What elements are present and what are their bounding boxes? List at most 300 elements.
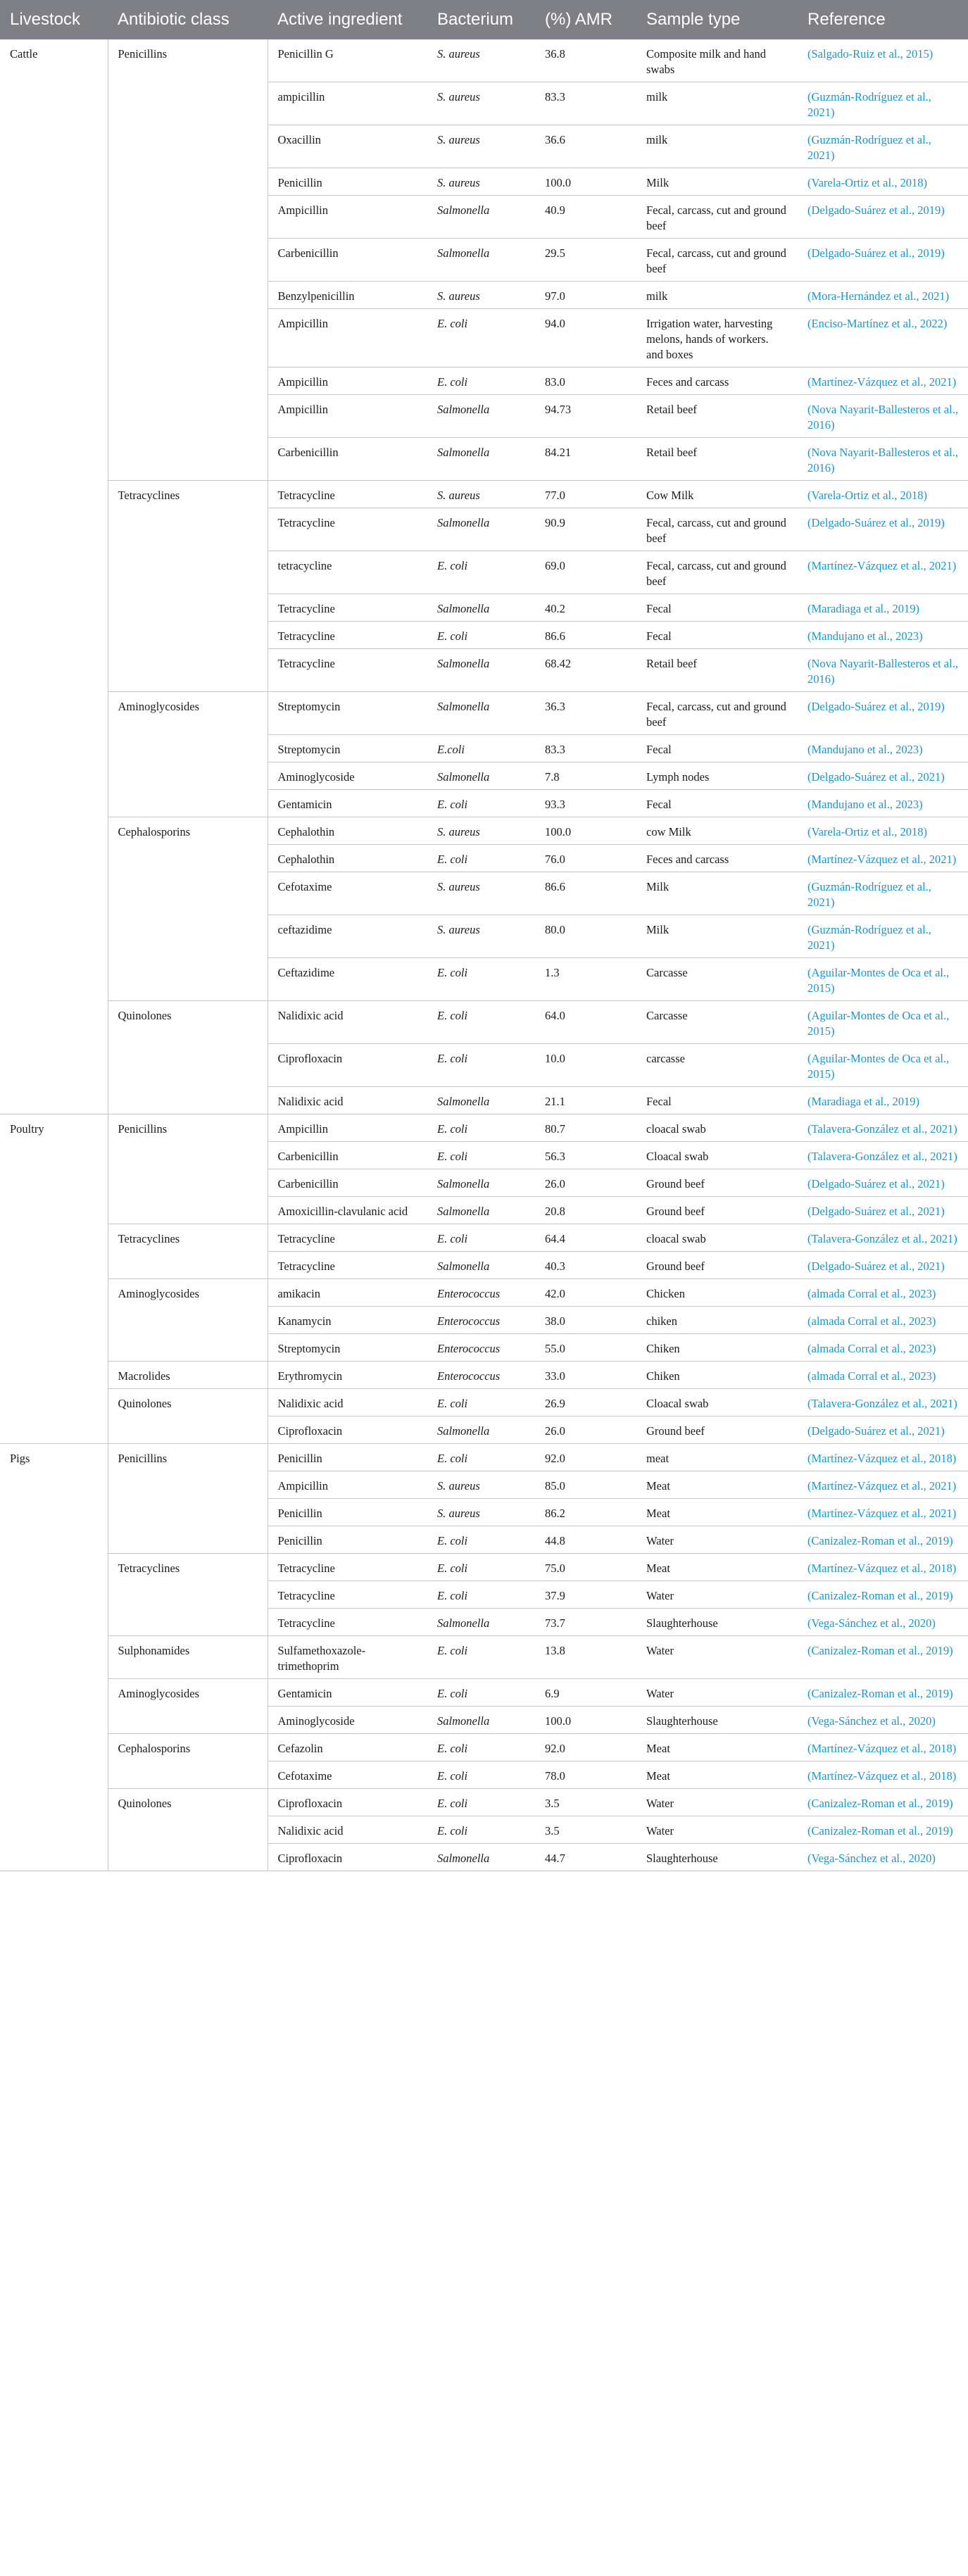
- sample-type-cell: Meat: [636, 1471, 798, 1499]
- active-ingredient-cell: amikacin: [268, 1279, 427, 1307]
- reference-link[interactable]: (Talavera-González et al., 2021): [807, 1150, 957, 1163]
- bacterium-cell: S. aureus: [427, 915, 535, 958]
- bacterium-cell: S. aureus: [427, 1499, 535, 1526]
- active-ingredient-cell: Carbenicillin: [268, 438, 427, 481]
- antibiotic-class-cell: Sulphonamides: [108, 1636, 268, 1679]
- reference-cell: [798, 1609, 968, 1636]
- table-row: [0, 1789, 968, 1816]
- reference-link[interactable]: (Aguilar-Montes de Oca et al., 2015): [807, 1009, 950, 1038]
- bacterium-cell: E. coli: [427, 1581, 535, 1609]
- active-ingredient-cell: Ampicillin: [268, 309, 427, 367]
- amr-percent-cell: 73.7: [535, 1609, 636, 1636]
- reference-cell: [798, 39, 968, 82]
- active-ingredient-cell: Tetracycline: [268, 1224, 427, 1252]
- reference-link[interactable]: (Martínez-Vázquez et al., 2018): [807, 1562, 957, 1575]
- reference-link[interactable]: (Guzmán-Rodríguez et al., 2021): [807, 90, 931, 119]
- reference-cell: [798, 1707, 968, 1734]
- table-row: [0, 1554, 968, 1581]
- antibiotic-class-cell: Quinolones: [108, 1789, 268, 1871]
- reference-cell: [798, 845, 968, 872]
- bacterium-cell: E. coli: [427, 1679, 535, 1707]
- bacterium-cell: E. coli: [427, 309, 535, 367]
- amr-percent-cell: 26.9: [535, 1389, 636, 1416]
- reference-link[interactable]: (Delgado-Suárez et al., 2019): [807, 246, 945, 260]
- sample-type-cell: Ground beef: [636, 1252, 798, 1279]
- reference-cell: [798, 1334, 968, 1362]
- reference-link[interactable]: (Talavera-González et al., 2021): [807, 1232, 957, 1245]
- active-ingredient-cell: ceftazidime: [268, 915, 427, 958]
- reference-cell: [798, 1362, 968, 1389]
- sample-type-cell: Water: [636, 1636, 798, 1679]
- amr-percent-cell: 85.0: [535, 1471, 636, 1499]
- bacterium-cell: Enterococcus: [427, 1362, 535, 1389]
- active-ingredient-cell: Tetracycline: [268, 1581, 427, 1609]
- amr-percent-cell: 55.0: [535, 1334, 636, 1362]
- antibiotic-class-cell: Quinolones: [108, 1001, 268, 1114]
- amr-percent-cell: 92.0: [535, 1734, 636, 1761]
- reference-link[interactable]: (Nova Nayarit-Ballesteros et al., 2016): [807, 657, 958, 686]
- reference-link[interactable]: (Nova Nayarit-Ballesteros et al., 2016): [807, 446, 958, 475]
- active-ingredient-cell: Nalidixic acid: [268, 1389, 427, 1416]
- reference-cell: [798, 1526, 968, 1554]
- amr-percent-cell: 3.5: [535, 1816, 636, 1844]
- header-row: [0, 0, 968, 39]
- sample-type-cell: Retail beef: [636, 395, 798, 438]
- header-amr-percent: (%) AMR: [535, 0, 636, 39]
- reference-link[interactable]: (Aguilar-Montes de Oca et al., 2015): [807, 1052, 950, 1081]
- reference-cell: [798, 1679, 968, 1707]
- amr-percent-cell: 42.0: [535, 1279, 636, 1307]
- bacterium-cell: S. aureus: [427, 1471, 535, 1499]
- bacterium-cell: E. coli: [427, 1734, 535, 1761]
- reference-cell: [798, 692, 968, 735]
- amr-percent-cell: 37.9: [535, 1581, 636, 1609]
- reference-link[interactable]: (Talavera-González et al., 2021): [807, 1122, 957, 1136]
- bacterium-cell: E. coli: [427, 1816, 535, 1844]
- active-ingredient-cell: Cefotaxime: [268, 1761, 427, 1789]
- amr-percent-cell: 97.0: [535, 282, 636, 309]
- amr-percent-cell: 77.0: [535, 481, 636, 508]
- reference-link[interactable]: (Canizalez-Roman et al., 2019): [807, 1644, 953, 1657]
- reference-cell: [798, 1389, 968, 1416]
- amr-percent-cell: 100.0: [535, 1707, 636, 1734]
- table-row: [0, 1279, 968, 1307]
- sample-type-cell: Ground beef: [636, 1169, 798, 1197]
- amr-percent-cell: 83.0: [535, 367, 636, 395]
- sample-type-cell: Fecal: [636, 594, 798, 622]
- table-row: [0, 1679, 968, 1707]
- amr-percent-cell: 44.7: [535, 1844, 636, 1871]
- reference-link[interactable]: (almada Corral et al., 2023): [807, 1314, 936, 1328]
- table-row: [0, 1636, 968, 1679]
- sample-type-cell: Cloacal swab: [636, 1389, 798, 1416]
- reference-link[interactable]: (Martínez-Vázquez et al., 2021): [807, 1479, 957, 1493]
- reference-cell: [798, 309, 968, 367]
- reference-cell: [798, 594, 968, 622]
- reference-cell: [798, 915, 968, 958]
- table-row: [0, 817, 968, 845]
- livestock-cell: Cattle: [0, 39, 108, 1114]
- reference-link[interactable]: (Vega-Sánchez et al., 2020): [807, 1852, 936, 1865]
- sample-type-cell: milk: [636, 282, 798, 309]
- amr-percent-cell: 13.8: [535, 1636, 636, 1679]
- bacterium-cell: S. aureus: [427, 872, 535, 915]
- active-ingredient-cell: Tetracycline: [268, 1554, 427, 1581]
- sample-type-cell: Meat: [636, 1499, 798, 1526]
- antibiotic-class-cell: Macrolides: [108, 1362, 268, 1389]
- sample-type-cell: Fecal: [636, 790, 798, 817]
- sample-type-cell: Cow Milk: [636, 481, 798, 508]
- reference-cell: [798, 1761, 968, 1789]
- reference-link[interactable]: (Guzmán-Rodríguez et al., 2021): [807, 133, 931, 162]
- sample-type-cell: Fecal, carcass, cut and ground beef: [636, 551, 798, 594]
- sample-type-cell: Ground beef: [636, 1416, 798, 1444]
- active-ingredient-cell: Tetracycline: [268, 649, 427, 692]
- bacterium-cell: E. coli: [427, 845, 535, 872]
- active-ingredient-cell: Ampicillin: [268, 367, 427, 395]
- bacterium-cell: S. aureus: [427, 817, 535, 845]
- bacterium-cell: Salmonella: [427, 1197, 535, 1224]
- amr-percent-cell: 36.8: [535, 39, 636, 82]
- amr-percent-cell: 20.8: [535, 1197, 636, 1224]
- table-row: [0, 692, 968, 735]
- sample-type-cell: Water: [636, 1526, 798, 1554]
- active-ingredient-cell: Ciprofloxacin: [268, 1044, 427, 1087]
- reference-cell: [798, 168, 968, 196]
- antibiotic-class-cell: Tetracyclines: [108, 1554, 268, 1636]
- reference-link[interactable]: (Canizalez-Roman et al., 2019): [807, 1687, 953, 1700]
- amr-percent-cell: 86.6: [535, 872, 636, 915]
- bacterium-cell: E. coli: [427, 1761, 535, 1789]
- sample-type-cell: Irrigation water, harvesting melons, hands of workers. and boxes: [636, 309, 798, 367]
- reference-cell: [798, 1581, 968, 1609]
- active-ingredient-cell: Oxacillin: [268, 125, 427, 168]
- reference-link[interactable]: (almada Corral et al., 2023): [807, 1287, 936, 1300]
- active-ingredient-cell: Cephalothin: [268, 817, 427, 845]
- table-row: [0, 1001, 968, 1044]
- antibiotic-class-cell: Aminoglycosides: [108, 692, 268, 817]
- active-ingredient-cell: Penicillin: [268, 1526, 427, 1554]
- reference-link[interactable]: (Delgado-Suárez et al., 2019): [807, 516, 945, 529]
- amr-percent-cell: 94.73: [535, 395, 636, 438]
- reference-link[interactable]: (almada Corral et al., 2023): [807, 1342, 936, 1355]
- sample-type-cell: Slaughterhouse: [636, 1609, 798, 1636]
- reference-link[interactable]: (Delgado-Suárez et al., 2021): [807, 1205, 945, 1218]
- reference-cell: [798, 1554, 968, 1581]
- bacterium-cell: Salmonella: [427, 508, 535, 551]
- sample-type-cell: Feces and carcass: [636, 845, 798, 872]
- sample-type-cell: milk: [636, 82, 798, 125]
- sample-type-cell: Water: [636, 1581, 798, 1609]
- reference-cell: [798, 1001, 968, 1044]
- reference-cell: [798, 1044, 968, 1087]
- reference-cell: [798, 649, 968, 692]
- bacterium-cell: E. coli: [427, 1114, 535, 1142]
- bacterium-cell: E. coli: [427, 1389, 535, 1416]
- active-ingredient-cell: Aminoglycoside: [268, 1707, 427, 1734]
- reference-link[interactable]: (Martínez-Vázquez et al., 2021): [807, 559, 957, 572]
- bacterium-cell: Salmonella: [427, 594, 535, 622]
- table-row: [0, 1734, 968, 1761]
- amr-percent-cell: 7.8: [535, 762, 636, 790]
- active-ingredient-cell: Streptomycin: [268, 1334, 427, 1362]
- antibiotic-class-cell: Aminoglycosides: [108, 1279, 268, 1362]
- reference-link[interactable]: (Canizalez-Roman et al., 2019): [807, 1797, 953, 1810]
- bacterium-cell: S. aureus: [427, 39, 535, 82]
- reference-link[interactable]: (Delgado-Suárez et al., 2021): [807, 770, 945, 784]
- amr-percent-cell: 94.0: [535, 309, 636, 367]
- sample-type-cell: meat: [636, 1444, 798, 1471]
- active-ingredient-cell: Tetracycline: [268, 1252, 427, 1279]
- active-ingredient-cell: Aminoglycoside: [268, 762, 427, 790]
- reference-link[interactable]: (Mandujano et al., 2023): [807, 798, 923, 811]
- reference-link[interactable]: (Martínez-Vázquez et al., 2021): [807, 853, 957, 866]
- bacterium-cell: E. coli: [427, 1142, 535, 1169]
- sample-type-cell: cloacal swab: [636, 1114, 798, 1142]
- active-ingredient-cell: Benzylpenicillin: [268, 282, 427, 309]
- bacterium-cell: Salmonella: [427, 1087, 535, 1114]
- bacterium-cell: Enterococcus: [427, 1307, 535, 1334]
- antibiotic-class-cell: Cephalosporins: [108, 1734, 268, 1789]
- active-ingredient-cell: Carbenicillin: [268, 1169, 427, 1197]
- reference-cell: [798, 282, 968, 309]
- reference-link[interactable]: (Maradiaga et al., 2019): [807, 1095, 919, 1108]
- reference-link[interactable]: (Mandujano et al., 2023): [807, 629, 923, 643]
- reference-cell: [798, 790, 968, 817]
- reference-cell: [798, 1844, 968, 1871]
- livestock-cell: Pigs: [0, 1444, 108, 1871]
- reference-link[interactable]: (Vega-Sánchez et al., 2020): [807, 1714, 936, 1728]
- amr-percent-cell: 68.42: [535, 649, 636, 692]
- amr-percent-cell: 100.0: [535, 817, 636, 845]
- sample-type-cell: cow Milk: [636, 817, 798, 845]
- active-ingredient-cell: Carbenicillin: [268, 239, 427, 282]
- reference-cell: [798, 196, 968, 239]
- antibiotic-class-cell: Aminoglycosides: [108, 1679, 268, 1734]
- amr-percent-cell: 100.0: [535, 168, 636, 196]
- reference-cell: [798, 622, 968, 649]
- sample-type-cell: Fecal, carcass, cut and ground beef: [636, 692, 798, 735]
- reference-cell: [798, 1416, 968, 1444]
- table-row: [0, 1114, 968, 1142]
- sample-type-cell: Fecal, carcass, cut and ground beef: [636, 508, 798, 551]
- amr-percent-cell: 21.1: [535, 1087, 636, 1114]
- reference-cell: [798, 1816, 968, 1844]
- reference-cell: [798, 481, 968, 508]
- reference-cell: [798, 762, 968, 790]
- reference-cell: [798, 1224, 968, 1252]
- amr-percent-cell: 86.6: [535, 622, 636, 649]
- active-ingredient-cell: Tetracycline: [268, 481, 427, 508]
- active-ingredient-cell: Amoxicillin-clavulanic acid: [268, 1197, 427, 1224]
- amr-percent-cell: 33.0: [535, 1362, 636, 1389]
- reference-link[interactable]: (Guzmán-Rodríguez et al., 2021): [807, 923, 931, 952]
- active-ingredient-cell: Gentamicin: [268, 790, 427, 817]
- reference-link[interactable]: (Martínez-Vázquez et al., 2018): [807, 1452, 957, 1465]
- reference-cell: [798, 1142, 968, 1169]
- reference-cell: [798, 1279, 968, 1307]
- active-ingredient-cell: Ciprofloxacin: [268, 1789, 427, 1816]
- reference-link[interactable]: (Varela-Ortiz et al., 2018): [807, 176, 927, 189]
- active-ingredient-cell: tetracycline: [268, 551, 427, 594]
- reference-cell: [798, 1444, 968, 1471]
- amr-percent-cell: 83.3: [535, 82, 636, 125]
- reference-cell: [798, 1307, 968, 1334]
- reference-cell: [798, 1197, 968, 1224]
- header-antibiotic-class: Antibiotic class: [108, 0, 268, 39]
- amr-percent-cell: 26.0: [535, 1416, 636, 1444]
- reference-link[interactable]: (Delgado-Suárez et al., 2021): [807, 1177, 945, 1190]
- reference-link[interactable]: (Martínez-Vázquez et al., 2018): [807, 1742, 957, 1755]
- sample-type-cell: Fecal: [636, 735, 798, 762]
- amr-percent-cell: 76.0: [535, 845, 636, 872]
- reference-link[interactable]: (Martínez-Vázquez et al., 2018): [807, 1769, 957, 1783]
- sample-type-cell: Fecal: [636, 1087, 798, 1114]
- header-livestock: Livestock: [0, 0, 108, 39]
- bacterium-cell: E. coli: [427, 1526, 535, 1554]
- reference-link[interactable]: (Mora-Hernández et al., 2021): [807, 289, 950, 303]
- active-ingredient-cell: Penicillin G: [268, 39, 427, 82]
- reference-link[interactable]: (Canizalez-Roman et al., 2019): [807, 1824, 953, 1837]
- amr-percent-cell: 6.9: [535, 1679, 636, 1707]
- reference-link[interactable]: (almada Corral et al., 2023): [807, 1369, 936, 1383]
- amr-percent-cell: 26.0: [535, 1169, 636, 1197]
- sample-type-cell: Milk: [636, 168, 798, 196]
- sample-type-cell: Retail beef: [636, 438, 798, 481]
- active-ingredient-cell: Kanamycin: [268, 1307, 427, 1334]
- reference-link[interactable]: (Delgado-Suárez et al., 2021): [807, 1259, 945, 1273]
- reference-link[interactable]: (Canizalez-Roman et al., 2019): [807, 1534, 953, 1547]
- amr-percent-cell: 10.0: [535, 1044, 636, 1087]
- reference-cell: [798, 1499, 968, 1526]
- reference-link[interactable]: (Maradiaga et al., 2019): [807, 602, 919, 615]
- bacterium-cell: E. coli: [427, 551, 535, 594]
- sample-type-cell: Chiken: [636, 1362, 798, 1389]
- reference-link[interactable]: (Martínez-Vázquez et al., 2021): [807, 1507, 957, 1520]
- reference-link[interactable]: (Delgado-Suárez et al., 2019): [807, 700, 945, 713]
- amr-percent-cell: 83.3: [535, 735, 636, 762]
- amr-percent-cell: 1.3: [535, 958, 636, 1001]
- reference-link[interactable]: (Martínez-Vázquez et al., 2021): [807, 375, 957, 389]
- sample-type-cell: Water: [636, 1816, 798, 1844]
- reference-cell: [798, 508, 968, 551]
- bacterium-cell: S. aureus: [427, 168, 535, 196]
- bacterium-cell: Salmonella: [427, 762, 535, 790]
- reference-link[interactable]: (Mandujano et al., 2023): [807, 743, 923, 756]
- sample-type-cell: Meat: [636, 1761, 798, 1789]
- reference-cell: [798, 817, 968, 845]
- reference-cell: [798, 551, 968, 594]
- bacterium-cell: Salmonella: [427, 1707, 535, 1734]
- table-body: [0, 39, 968, 1871]
- active-ingredient-cell: Streptomycin: [268, 692, 427, 735]
- reference-link[interactable]: (Aguilar-Montes de Oca et al., 2015): [807, 966, 950, 995]
- reference-cell: [798, 395, 968, 438]
- active-ingredient-cell: Ampicillin: [268, 1471, 427, 1499]
- amr-percent-cell: 36.6: [535, 125, 636, 168]
- amr-percent-cell: 40.9: [535, 196, 636, 239]
- sample-type-cell: Cloacal swab: [636, 1142, 798, 1169]
- header-bacterium: Bacterium: [427, 0, 535, 39]
- bacterium-cell: E. coli: [427, 790, 535, 817]
- sample-type-cell: Water: [636, 1789, 798, 1816]
- active-ingredient-cell: Penicillin: [268, 1499, 427, 1526]
- reference-link[interactable]: (Delgado-Suárez et al., 2021): [807, 1424, 945, 1438]
- bacterium-cell: Salmonella: [427, 1609, 535, 1636]
- reference-link[interactable]: (Vega-Sánchez et al., 2020): [807, 1616, 936, 1630]
- antibiotic-class-cell: Penicillins: [108, 1114, 268, 1224]
- reference-link[interactable]: (Delgado-Suárez et al., 2019): [807, 203, 945, 217]
- reference-link[interactable]: (Varela-Ortiz et al., 2018): [807, 489, 927, 502]
- sample-type-cell: Fecal: [636, 622, 798, 649]
- amr-percent-cell: 38.0: [535, 1307, 636, 1334]
- amr-percent-cell: 44.8: [535, 1526, 636, 1554]
- reference-cell: [798, 872, 968, 915]
- active-ingredient-cell: Ceftazidime: [268, 958, 427, 1001]
- reference-link[interactable]: (Guzmán-Rodríguez et al., 2021): [807, 880, 931, 909]
- active-ingredient-cell: Tetracycline: [268, 622, 427, 649]
- reference-link[interactable]: (Nova Nayarit-Ballesteros et al., 2016): [807, 403, 958, 432]
- reference-link[interactable]: (Canizalez-Roman et al., 2019): [807, 1589, 953, 1602]
- bacterium-cell: Salmonella: [427, 196, 535, 239]
- active-ingredient-cell: Erythromycin: [268, 1362, 427, 1389]
- reference-cell: [798, 958, 968, 1001]
- bacterium-cell: E. coli: [427, 1001, 535, 1044]
- active-ingredient-cell: Ampicillin: [268, 395, 427, 438]
- reference-cell: [798, 1636, 968, 1679]
- amr-percent-cell: 92.0: [535, 1444, 636, 1471]
- bacterium-cell: Salmonella: [427, 649, 535, 692]
- table-row: [0, 1444, 968, 1471]
- bacterium-cell: E. coli: [427, 958, 535, 1001]
- reference-link[interactable]: (Enciso-Martínez et al., 2022): [807, 317, 948, 330]
- active-ingredient-cell: Cefotaxime: [268, 872, 427, 915]
- bacterium-cell: Salmonella: [427, 692, 535, 735]
- table-row: [0, 39, 968, 82]
- amr-percent-cell: 80.0: [535, 915, 636, 958]
- bacterium-cell: Salmonella: [427, 395, 535, 438]
- sample-type-cell: Carcasse: [636, 958, 798, 1001]
- amr-percent-cell: 36.3: [535, 692, 636, 735]
- antibiotic-class-cell: Cephalosporins: [108, 817, 268, 1001]
- amr-percent-cell: 40.3: [535, 1252, 636, 1279]
- sample-type-cell: Fecal, carcass, cut and ground beef: [636, 239, 798, 282]
- amr-percent-cell: 64.4: [535, 1224, 636, 1252]
- table-row: [0, 481, 968, 508]
- sample-type-cell: carcasse: [636, 1044, 798, 1087]
- sample-type-cell: Milk: [636, 915, 798, 958]
- bacterium-cell: Salmonella: [427, 1844, 535, 1871]
- antibiotic-class-cell: Tetracyclines: [108, 1224, 268, 1279]
- antibiotic-class-cell: Quinolones: [108, 1389, 268, 1444]
- reference-cell: [798, 1169, 968, 1197]
- active-ingredient-cell: Ampicillin: [268, 1114, 427, 1142]
- active-ingredient-cell: Tetracycline: [268, 594, 427, 622]
- reference-cell: [798, 438, 968, 481]
- active-ingredient-cell: Cefazolin: [268, 1734, 427, 1761]
- sample-type-cell: Feces and carcass: [636, 367, 798, 395]
- active-ingredient-cell: Ciprofloxacin: [268, 1844, 427, 1871]
- bacterium-cell: E. coli: [427, 1554, 535, 1581]
- reference-cell: [798, 1734, 968, 1761]
- amr-percent-cell: 86.2: [535, 1499, 636, 1526]
- reference-link[interactable]: (Varela-Ortiz et al., 2018): [807, 825, 927, 838]
- amr-percent-cell: 90.9: [535, 508, 636, 551]
- amr-percent-cell: 40.2: [535, 594, 636, 622]
- sample-type-cell: Milk: [636, 872, 798, 915]
- reference-link[interactable]: (Talavera-González et al., 2021): [807, 1397, 957, 1410]
- reference-link[interactable]: (Salgado-Ruiz et al., 2015): [807, 47, 934, 61]
